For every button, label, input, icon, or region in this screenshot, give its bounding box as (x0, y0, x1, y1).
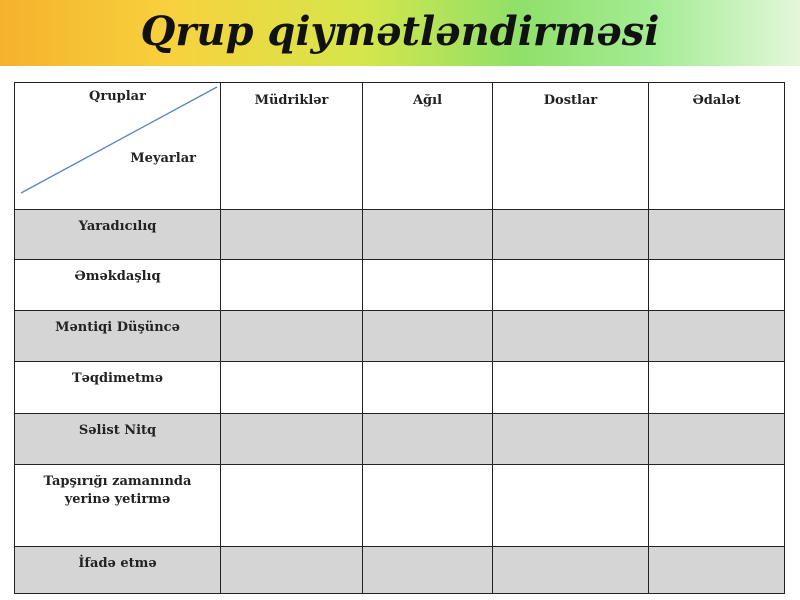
row-label-mentiqi-dusunce: Məntiqi Düşüncə (15, 311, 221, 362)
score-cell[interactable] (363, 210, 493, 260)
score-cell[interactable] (221, 210, 363, 260)
row-label-line: Tapşırığı zamanında (43, 474, 192, 489)
score-cell[interactable] (221, 414, 363, 465)
column-header-dostlar: Dostlar (493, 83, 649, 210)
score-cell[interactable] (493, 260, 649, 311)
row-label-line: yerinə yetirmə (64, 492, 171, 507)
row-label-tapsirigi (15, 465, 221, 547)
table-row (15, 414, 785, 465)
score-cell[interactable] (493, 362, 649, 414)
row-label-teqdimetme: Təqdimetmə (15, 362, 221, 414)
score-cell[interactable] (493, 465, 649, 547)
score-cell[interactable] (221, 311, 363, 362)
score-cell[interactable] (221, 547, 363, 594)
row-label-selist-nitq: Səlist Nitq (15, 414, 221, 465)
score-cell[interactable] (363, 311, 493, 362)
score-cell[interactable] (221, 260, 363, 311)
score-cell[interactable] (649, 362, 785, 414)
score-cell[interactable] (363, 465, 493, 547)
table-row (15, 311, 785, 362)
corner-cell (15, 83, 221, 210)
column-header-agil: Ağıl (363, 83, 493, 210)
score-cell[interactable] (649, 311, 785, 362)
table-row (15, 465, 785, 547)
row-label-emekdasliq: Əməkdaşlıq (15, 260, 221, 311)
score-cell[interactable] (363, 414, 493, 465)
slide-title: Qrup qiymətləndirməsi (140, 8, 660, 55)
row-label-ifade-etme: İfadə etmə (15, 547, 221, 594)
column-header-mudrikler: Müdriklər (221, 83, 363, 210)
table-header-row (15, 83, 785, 210)
evaluation-table (14, 82, 785, 594)
score-cell[interactable] (493, 547, 649, 594)
score-cell[interactable] (363, 362, 493, 414)
score-cell[interactable] (493, 210, 649, 260)
score-cell[interactable] (649, 547, 785, 594)
row-label-yaradiciliq: Yaradıcılıq (15, 210, 221, 260)
score-cell[interactable] (649, 414, 785, 465)
score-cell[interactable] (221, 362, 363, 414)
column-header-edalet: Ədalət (649, 83, 785, 210)
score-cell[interactable] (493, 311, 649, 362)
table-row (15, 362, 785, 414)
table-row (15, 210, 785, 260)
table-row (15, 547, 785, 594)
table-row (15, 260, 785, 311)
score-cell[interactable] (221, 465, 363, 547)
score-cell[interactable] (363, 260, 493, 311)
groups-label: Qruplar (89, 89, 146, 104)
criteria-label: Meyarlar (130, 151, 196, 166)
score-cell[interactable] (649, 260, 785, 311)
score-cell[interactable] (493, 414, 649, 465)
score-cell[interactable] (363, 547, 493, 594)
score-cell[interactable] (649, 210, 785, 260)
score-cell[interactable] (649, 465, 785, 547)
